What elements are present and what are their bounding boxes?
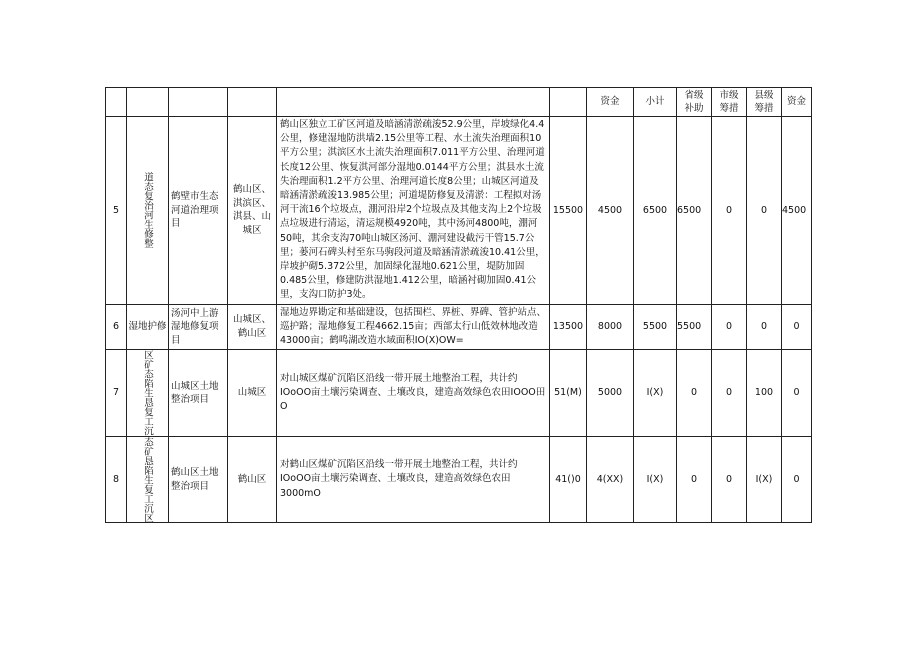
row-subtotal: I(X) — [634, 350, 677, 437]
row-no: 6 — [106, 304, 127, 350]
row-total: 41()0 — [550, 436, 587, 523]
row-funds: 4(XX) — [587, 436, 634, 523]
row-total: 13500 — [550, 304, 587, 350]
table-row — [106, 436, 812, 523]
header-cell-total — [550, 88, 587, 117]
row-region: 山城区 — [228, 350, 277, 437]
row-description: 对鹤山区煤矿沉陷区沿线一带开展土地整治工程，共计约IOoOO亩土壤污染调查、土壤改良，建造高效绿色农田3000mO — [277, 436, 550, 523]
row-project-name: 鹤壁市生态河道治理项目 — [169, 117, 228, 305]
table-row — [106, 117, 812, 305]
row-total: 15500 — [550, 117, 587, 305]
row-project-name: 鹤山区土地整治项目 — [169, 436, 228, 523]
row-subtotal: 5500 — [634, 304, 677, 350]
header-cell-name — [169, 88, 228, 117]
row-province: 5500 — [677, 304, 712, 350]
header-city: 市级 筹措 — [712, 88, 747, 117]
row-category: 区矿态陷生恳复工沉 — [127, 350, 169, 437]
header-cell-category — [127, 88, 169, 117]
row-subtotal: 6500 — [634, 117, 677, 305]
row-other: 0 — [782, 304, 812, 350]
row-no: 7 — [106, 350, 127, 437]
project-funding-table — [105, 87, 812, 523]
row-county: 100 — [747, 350, 782, 437]
header-county: 县级 筹措 — [747, 88, 782, 117]
row-city: 0 — [712, 436, 747, 523]
row-description: 对山城区煤矿沉陷区沿线一带开展土地整治工程，共计约IOoOO亩土壤污染调查、土壤改良，建造高效绿色农田IOOO田O — [277, 350, 550, 437]
row-province: 0 — [677, 436, 712, 523]
row-other: 0 — [782, 350, 812, 437]
header-cell-desc — [277, 88, 550, 117]
row-description: 湿地边界勘定和基础建设，包括围栏、界桩、界碑、管护站点、巡护路；湿地修复工程4662.15亩；西部太行山低效林地改造43000亩；鹤鸣湖改造水域面积IO(X)OW= — [277, 304, 550, 350]
header-province: 省级 补助 — [677, 88, 712, 117]
table-row — [106, 304, 812, 350]
row-region: 山城区、鹤山区 — [228, 304, 277, 350]
row-city: 0 — [712, 117, 747, 305]
row-county: 0 — [747, 117, 782, 305]
row-region: 鹤山区 — [228, 436, 277, 523]
row-city: 0 — [712, 304, 747, 350]
row-category: 湿地护修 — [127, 304, 169, 350]
row-no: 8 — [106, 436, 127, 523]
row-province: 0 — [677, 350, 712, 437]
row-county: 0 — [747, 304, 782, 350]
header-funds: 资金 — [587, 88, 634, 117]
row-funds: 4500 — [587, 117, 634, 305]
row-category: 态矿恳陷生复工沉区 — [127, 436, 169, 523]
row-project-name: 汤河中上游湿地修复项目 — [169, 304, 228, 350]
table-row — [106, 350, 812, 437]
row-funds: 8000 — [587, 304, 634, 350]
row-region: 鹤山区、淇滨区、淇县、山城区 — [228, 117, 277, 305]
row-province: 6500 — [677, 117, 712, 305]
row-county: I(X) — [747, 436, 782, 523]
header-subtotal: 小计 — [634, 88, 677, 117]
row-other: 4500 — [782, 117, 812, 305]
row-total: 51(M) — [550, 350, 587, 437]
header-cell-no — [106, 88, 127, 117]
row-other: 0 — [782, 436, 812, 523]
row-funds: 5000 — [587, 350, 634, 437]
table-header-row — [106, 88, 812, 117]
header-cell-region — [228, 88, 277, 117]
row-category: 道态复治河生修整 — [127, 117, 169, 305]
row-subtotal: I(X) — [634, 436, 677, 523]
row-no: 5 — [106, 117, 127, 305]
row-description: 鹤山区独立工矿区河道及暗涵清淤疏浚52.9公里，岸坡绿化4.4公里，修建湿地防洪墙2.15公里等工程、水土流失治理面积10平方公里；淇滨区水土流失治理面积7.011平方公里、治理河道长度12公里、恢复淇河部分湿地0.0144平方公里；淇县水土流失治理面积1.2平方公里、治理河道长度8公里；山城区河道及暗涵清淤疏浚13.985公里；河道堤防修复及清淤：工程拟对汤河干流16个垃圾点，淜河沿岸2个垃圾点及其他支沟上2个垃圾点垃圾进行清运，清运规模4920吨，其中汤河4800吨，淜河50吨，其余支沟70吨山城区汤河、淜河建设截污干管15.7公里；蒌河石碑头村至东马驹段河道及暗涵清淤疏浚10.41公里，岸坡护砌5.372公里，加固绿化湿地0.621公里，堤防加固0.485公里，修建防洪湿地1.412公里，暗涵衬砌加固0.41公里，支沟口防护3处。 — [277, 117, 550, 305]
header-funds-2: 资金 — [782, 88, 812, 117]
row-city: 0 — [712, 350, 747, 437]
row-project-name: 山城区土地整治项目 — [169, 350, 228, 437]
